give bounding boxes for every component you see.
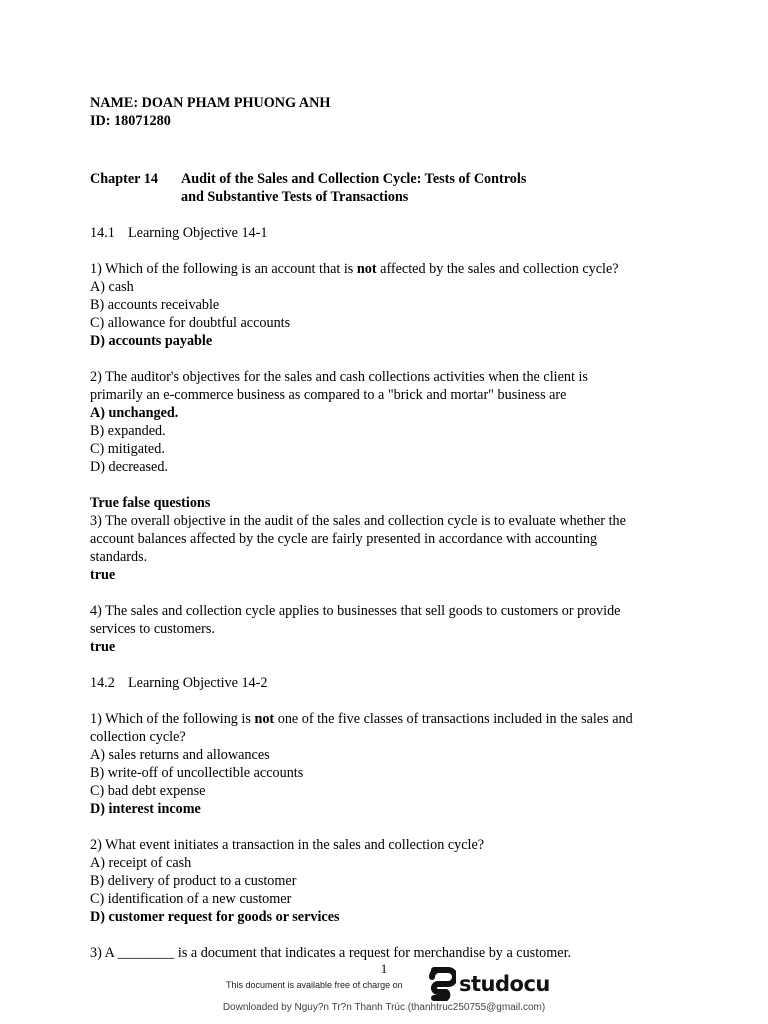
question-text: collection cycle? <box>90 729 186 745</box>
option-b: B) expanded. <box>90 423 166 439</box>
option-d-answer: D) interest income <box>90 801 201 817</box>
chapter-title-line1: Audit of the Sales and Collection Cycle: Tests of Controls <box>181 171 527 187</box>
question-text-part: affected by the sales and collection cycle? <box>376 261 619 277</box>
emphasis-text: not <box>254 711 275 727</box>
option-b: B) delivery of product to a customer <box>90 873 297 889</box>
free-availability-note: This document is available free of charge on <box>226 980 403 990</box>
studocu-logo-icon <box>424 967 456 1001</box>
chapter-title <box>90 170 690 188</box>
option-d: D) decreased. <box>90 459 168 475</box>
student-id: ID: 18071280 <box>90 113 171 129</box>
chapter-title-line2: and Substantive Tests of Transactions <box>181 189 409 205</box>
studocu-brand[interactable] <box>424 966 550 1002</box>
download-note: Downloaded by Nguy?n Tr?n Thanh Trúc (thanhtruc250755@gmail.com) <box>222 1002 546 1013</box>
section-heading-14-2 <box>90 674 690 692</box>
student-name: NAME: DOAN PHAM PHUONG ANH <box>90 95 331 111</box>
option-a-answer: A) unchanged. <box>90 405 179 421</box>
question-text: account balances affected by the cycle are fairly presented in accordance with accounting <box>90 531 598 547</box>
question-text: services to customers. <box>90 621 215 637</box>
question-text: 3) A ________ is a document that indicates a request for merchandise by a customer. <box>90 945 572 961</box>
section-number: 14.2 <box>90 675 115 691</box>
section-heading-14-1 <box>90 224 690 242</box>
option-c: C) allowance for doubtful accounts <box>90 315 291 331</box>
question-text <box>90 260 690 278</box>
chapter-number: Chapter 14 <box>90 171 158 187</box>
section-title: Learning Objective 14-1 <box>128 225 268 241</box>
section-title: Learning Objective 14-2 <box>128 675 268 691</box>
true-false-heading: True false questions <box>90 495 211 511</box>
emphasis-text: not <box>356 261 377 277</box>
answer-true: true <box>90 567 116 583</box>
section-number: 14.1 <box>90 225 115 241</box>
answer-true: true <box>90 639 116 655</box>
studocu-wordmark: studocu <box>459 972 550 996</box>
question-text: 2) What event initiates a transaction in the sales and collection cycle? <box>90 837 485 853</box>
question-text-part: 1) Which of the following is an account that is <box>90 261 357 277</box>
option-b: B) accounts receivable <box>90 297 220 313</box>
question-text-part: 1) Which of the following is <box>90 711 255 727</box>
question-text: primarily an e-commerce business as compared to a "brick and mortar" business are <box>90 387 567 403</box>
question-text: 2) The auditor's objectives for the sales and cash collections activities when the client is <box>90 369 588 385</box>
option-c: C) mitigated. <box>90 441 165 457</box>
option-c: C) identification of a new customer <box>90 891 292 907</box>
question-text: standards. <box>90 549 148 565</box>
option-c: C) bad debt expense <box>90 783 206 799</box>
question-text: 4) The sales and collection cycle applies to businesses that sell goods to customers or provide <box>90 603 621 619</box>
option-a: A) sales returns and allowances <box>90 747 270 763</box>
option-d-answer: D) customer request for goods or services <box>90 909 340 925</box>
option-b: B) write-off of uncollectible accounts <box>90 765 304 781</box>
question-text: 3) The overall objective in the audit of the sales and collection cycle is to evaluate whether the <box>90 513 626 529</box>
document-page <box>90 94 690 962</box>
question-text-part: one of the five classes of transactions included in the sales and <box>274 711 633 727</box>
option-a: A) receipt of cash <box>90 855 192 871</box>
option-d-answer: D) accounts payable <box>90 333 213 349</box>
page-number: 1 <box>380 961 388 976</box>
option-a: A) cash <box>90 279 134 295</box>
question-text <box>90 710 690 728</box>
